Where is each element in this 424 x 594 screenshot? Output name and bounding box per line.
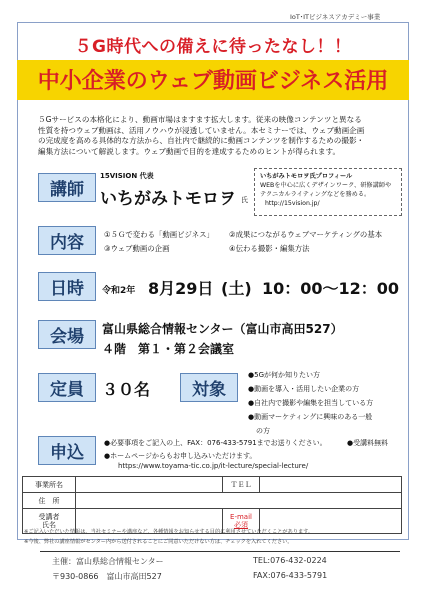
date-time: 10：00〜12：00 xyxy=(262,279,400,298)
apply-fee: ●受講料無料 xyxy=(347,439,389,447)
profile-title: いちがみトモロヲ氏プロフィール xyxy=(260,173,353,180)
profile-line: WEBを中心に広くデザインワーク、研修講師や xyxy=(260,182,392,189)
content-label: 内容 xyxy=(38,226,96,255)
venue-label: 会場 xyxy=(38,320,96,349)
date-day: 8月29日 xyxy=(148,279,214,298)
footer-divider xyxy=(40,551,400,552)
privacy-note: ※ご記入いただいた情報は、当社セミナーや講座など、各種情報をお知らせする目的に利用させていただくことがあります。 xyxy=(24,529,314,535)
organizer-address: 〒930-0866 富山市高田527 xyxy=(52,572,162,581)
apply-fee-text: 受講料無料 xyxy=(353,439,389,447)
target-item-text: 5Gが何か知りたい方 xyxy=(254,371,320,379)
content-item-3: ③ウェブ動画の企画 xyxy=(104,244,170,253)
speaker-label: 講師 xyxy=(38,173,96,202)
address-label: 住 所 xyxy=(23,493,76,509)
email-label-line1: E-mail xyxy=(230,513,252,521)
form-row-company xyxy=(23,477,402,493)
company-field[interactable] xyxy=(76,477,223,493)
date-weekday: (土) xyxy=(221,279,252,298)
registration-form xyxy=(22,476,402,534)
attendee-label-line2: 氏名 xyxy=(42,521,56,529)
target-item: ●自社内で撮影や編集を担当している方 xyxy=(248,399,374,407)
venue-room: ４階 第１・第２会議室 xyxy=(102,342,235,356)
target-item: ●動画マーケティングに興味のある一般 xyxy=(248,413,373,421)
capacity-value: ３０名 xyxy=(102,380,151,399)
apply-url[interactable]: https://www.toyama-tic.co.jp/it-lecture/special-lecture/ xyxy=(118,462,309,470)
apply-fax-line: ●必要事項をご記入の上、FAX：076-433-5791までお送りください。 xyxy=(104,439,327,447)
email-required: 必須 xyxy=(234,521,248,529)
apply-label: 申込 xyxy=(38,436,96,465)
target-item: ●5Gが何か知りたい方 xyxy=(248,371,320,379)
speaker-honorific: 氏 xyxy=(241,196,248,204)
organizer: 主催：富山県総合情報センター xyxy=(52,557,164,566)
content-item-1: ①５Ｇで変わる「動画ビジネス」 xyxy=(104,230,214,239)
apply-web-line: ●ホームページからもお申し込みいただけます。 xyxy=(104,452,257,460)
intro-line: ５Gサービスの本格化により、動画市場はますます拡大します。従来の映像コンテンツと異なる xyxy=(38,115,362,124)
intro-text xyxy=(38,115,398,157)
profile-url[interactable]: http://15vision.jp/ xyxy=(265,200,320,207)
intro-line: 性質を持つウェブ動画は、活用ノウハウが浸透していません。本セミナーでは、ウェブ動画企画 xyxy=(38,125,365,135)
content-item-4: ④伝わる撮影・編集方法 xyxy=(229,244,310,253)
target-item-text: 自社内で撮影や編集を担当している方 xyxy=(254,399,374,407)
target-item: ●動画を導入・活用したい企業の方 xyxy=(248,385,360,393)
organizer-tel: TEL:076-432-0224 xyxy=(253,556,327,565)
profile-line: テクニカルライティングなどを務める。 xyxy=(260,191,371,198)
speaker-name: いちがみトモロヲ xyxy=(100,189,236,209)
company-label: 事業所名 xyxy=(23,477,76,493)
organizer-fax: FAX:076-433-5791 xyxy=(253,571,328,580)
form-row-address xyxy=(23,493,402,509)
content-item-2: ②成果につながるウェブマーケティングの基本 xyxy=(229,230,383,239)
target-item-text: 動画を導入・活用したい企業の方 xyxy=(254,385,360,393)
program-tag: IoT･ITビジネスアカデミー事業 xyxy=(290,13,381,21)
address-field[interactable] xyxy=(76,493,402,509)
speaker-profile-box xyxy=(254,168,402,216)
catch-copy: ５G時代への備えに待ったなし！！ xyxy=(74,37,352,57)
intro-line: の完成度を高める具体的な方法から、自社内で継続的に動画コンテンツを制作するための撮影・ xyxy=(38,136,365,146)
tel-field[interactable] xyxy=(260,477,402,493)
intro-line: 編集方法について解説します。ウェブ動画で目的を達成するためのヒントが得られます。 xyxy=(38,146,341,156)
date-label: 日時 xyxy=(38,272,96,301)
capacity-label: 定員 xyxy=(38,373,96,402)
venue-name: 富山県総合情報センター（富山市高田527） xyxy=(102,322,343,336)
date-era: 令和2年 xyxy=(102,286,136,296)
speaker-affiliation: 15VISION 代表 xyxy=(100,172,154,180)
consent-note: ※今後、弊社の講座情報がセンター内から送付されることにご同意いただけない方は、チェックを入れてください。 xyxy=(24,539,293,545)
target-item-text: 動画マーケティングに興味のある一般 xyxy=(254,413,373,421)
page-title: 中小企業のウェブ動画ビジネス活用 xyxy=(37,69,389,94)
target-label: 対象 xyxy=(180,373,238,402)
apply-fax-text: 必要事項をご記入の上、FAX：076-433-5791までお送りください。 xyxy=(110,439,327,447)
target-item-continuation: の方 xyxy=(256,427,270,435)
tel-label: ＴＥＬ xyxy=(223,477,260,493)
apply-web-text: ホームページからもお申し込みいただけます。 xyxy=(110,452,257,460)
attendee-label-line1: 受講者 xyxy=(38,513,60,521)
